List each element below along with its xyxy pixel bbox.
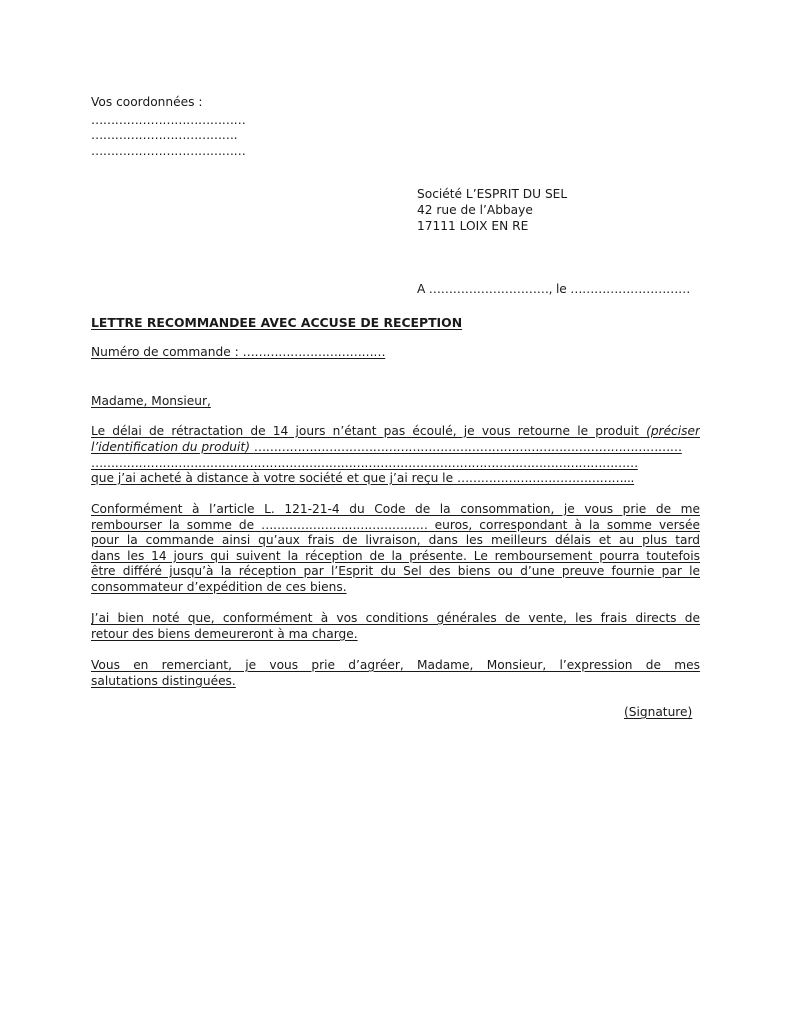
- p1-line-4: [91, 471, 683, 487]
- p1-line-1-text: Le délai de rétractation de 14 jours n’étant pas écoulé, je vous retourne le produit: [91, 424, 639, 438]
- place-date: A …………………………, le …………………………: [417, 282, 691, 296]
- sender-heading: Vos coordonnées :: [91, 95, 203, 109]
- p1-line-2: [91, 440, 693, 456]
- letter-type-title: LETTRE RECOMMANDEE AVEC ACCUSE DE RECEPTION: [91, 315, 463, 330]
- p2-line-6: consommateur d’expédition de ces biens.: [91, 580, 347, 594]
- p2-line-4: dans les 14 jours qui suivent la réception de la présente. Le remboursement pourra toutefois: [91, 549, 700, 563]
- p2-line-2-b: euros, correspondant à la somme versée: [434, 518, 700, 532]
- p1-line-3: …………………………………………………………………………………………………………………………: [91, 456, 638, 470]
- p3-line-1: J’ai bien noté que, conformément à vos conditions générales de vente, les frais directs de: [91, 611, 700, 625]
- p2-line-1: Conformément à l’article L. 121-21-4 du Code de la consommation, je vous prie de me: [91, 502, 700, 516]
- recipient-name: Société L’ESPRIT DU SEL: [417, 187, 568, 201]
- p2-line-3: pour la commande ainsi qu’aux frais de livraison, dans les meilleurs délais et au plus tard: [91, 533, 700, 547]
- p1-line-1: [91, 424, 700, 440]
- p2-line-2: [91, 518, 700, 534]
- sender-line-2: ……………………………….: [91, 128, 238, 142]
- sender-line-1: …………………………………: [91, 113, 246, 127]
- order-value: ………………………………: [242, 345, 386, 359]
- p4-line-1: Vous en remerciant, je vous prie d’agréer, Madame, Monsieur, l’expression de mes: [91, 658, 700, 672]
- p1-line-4-text: que j’ai acheté à distance à votre société et que j’ai reçu le: [91, 471, 454, 485]
- p4-line-2: salutations distinguées.: [91, 674, 236, 688]
- order-number: [91, 345, 385, 360]
- p2-line-5: être différé jusqu’à la réception par l’Esprit du Sel des biens ou d’une preuve fournie par le: [91, 564, 700, 578]
- p1-line-2-dots: ………………………………………………………………………………………………: [253, 440, 682, 454]
- salutation: Madame, Monsieur,: [91, 394, 211, 408]
- p2-line-2-a: rembourser la somme de: [91, 518, 255, 532]
- p3-line-2: retour des biens demeureront à ma charge.: [91, 627, 358, 641]
- p1-line-1-italic: (préciser: [646, 424, 700, 438]
- recipient-city: 17111 LOIX EN RE: [417, 219, 529, 233]
- signature-placeholder: (Signature): [624, 705, 693, 719]
- recipient-street: 42 rue de l’Abbaye: [417, 203, 533, 217]
- order-label: Numéro de commande :: [91, 345, 239, 359]
- sender-line-3: …………………………………: [91, 144, 246, 158]
- p1-line-4-dots: ……………………………………...: [456, 471, 635, 485]
- p2-line-2-dots: ……………………………………: [261, 518, 428, 532]
- p1-line-2-italic: l’identification du produit): [91, 440, 250, 454]
